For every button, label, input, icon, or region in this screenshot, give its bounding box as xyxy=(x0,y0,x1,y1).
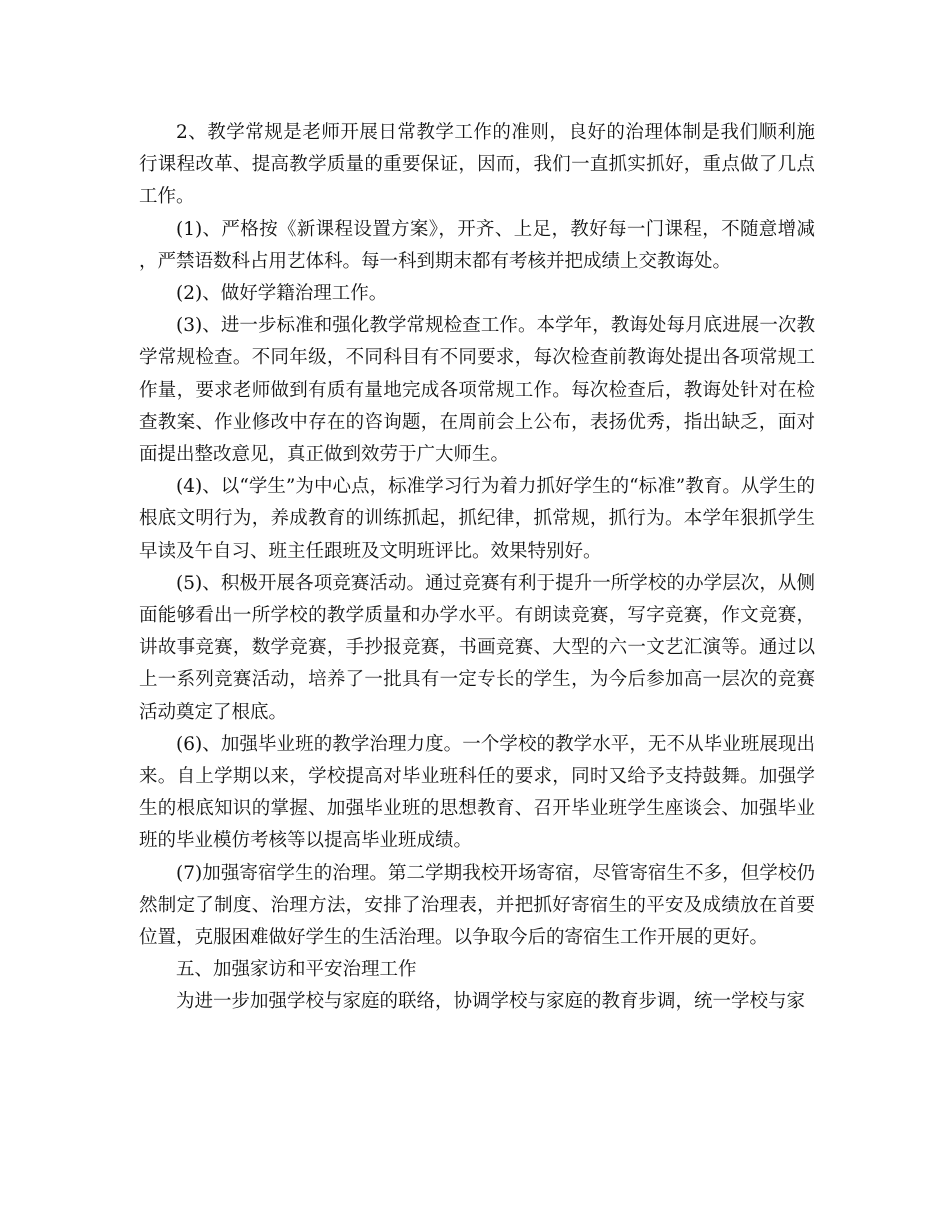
document-body xyxy=(139,117,815,1019)
paragraph-item-1: (1)、严格按《新课程设置方案》，开齐、上足，教好每一门课程，不随意增减，严禁语数科占用艺体科。每一科到期末都有考核并把成绩上交教诲处。 xyxy=(139,218,815,272)
paragraph-item-7: (7)加强寄宿学生的治理。第二学期我校开场寄宿，尽管寄宿生不多，但学校仍然制定了制度、治理方法，安排了治理表，并把抓好寄宿生的平安及成绩放在首要位置，克服困难做好学生的生活治理。以争取今后的寄宿生工作开展的更好。 xyxy=(139,862,815,949)
paragraph-item-3: (3)、进一步标准和强化教学常规检查工作。本学年，教诲处每月底进展一次教学常规检查。不同年级，不同科目有不同要求，每次检查前教诲处提出各项常规工作量，要求老师做到有质有量地完成各项常规工作。每次检查后，教诲处针对在检查教案、作业修改中存在的咨询题，在周前会上公布，表扬优秀，指出缺乏，面对面提出整改意见，真正做到效劳于广大师生。 xyxy=(139,315,815,466)
paragraph-item-4: (4)、以“学生”为中心点，标准学习行为着力抓好学生的“标准”教育。从学生的根底文明行为，养成教育的训练抓起，抓纪律，抓常规，抓行为。本学年狠抓学生早读及午自习、班主任跟班及文明班评比。效果特别好。 xyxy=(139,476,815,562)
paragraph-item-5: (5)、积极开展各项竞赛活动。通过竞赛有利于提升一所学校的办学层次，从侧面能够看出一所学校的教学质量和办学水平。有朗读竞赛，写字竞赛，作文竞赛，讲故事竞赛，数学竞赛，手抄报竞赛，书画竞赛、大型的六一文艺汇演等。通过以上一系列竞赛活动，培养了一批具有一定专长的学生，为今后参加高一层次的竞赛活动奠定了根底。 xyxy=(139,572,815,723)
paragraph-home-visits: 为进一步加强学校与家庭的联络，协调学校与家庭的教育步调，统一学校与家 xyxy=(176,991,806,1013)
paragraph-item-2: (2)、做好学籍治理工作。 xyxy=(176,283,388,305)
section-heading-five: 五、加强家访和平安治理工作 xyxy=(176,959,417,981)
paragraph-item-6: (6)、加强毕业班的教学治理力度。一个学校的教学水平，无不从毕业班展现出来。自上学期以来，学校提高对毕业班科任的要求，同时又给予支持鼓舞。加强学生的根底知识的掌握、加强毕业班的思想教育、召开毕业班学生座谈会、加强毕业班的毕业模仿考核等以提高毕业班成绩。 xyxy=(139,733,815,852)
paragraph-teaching-routine: 2、教学常规是老师开展日常教学工作的准则，良好的治理体制是我们顺利施行课程改革、提高教学质量的重要保证，因而，我们一直抓实抓好，重点做了几点工作。 xyxy=(139,122,815,208)
